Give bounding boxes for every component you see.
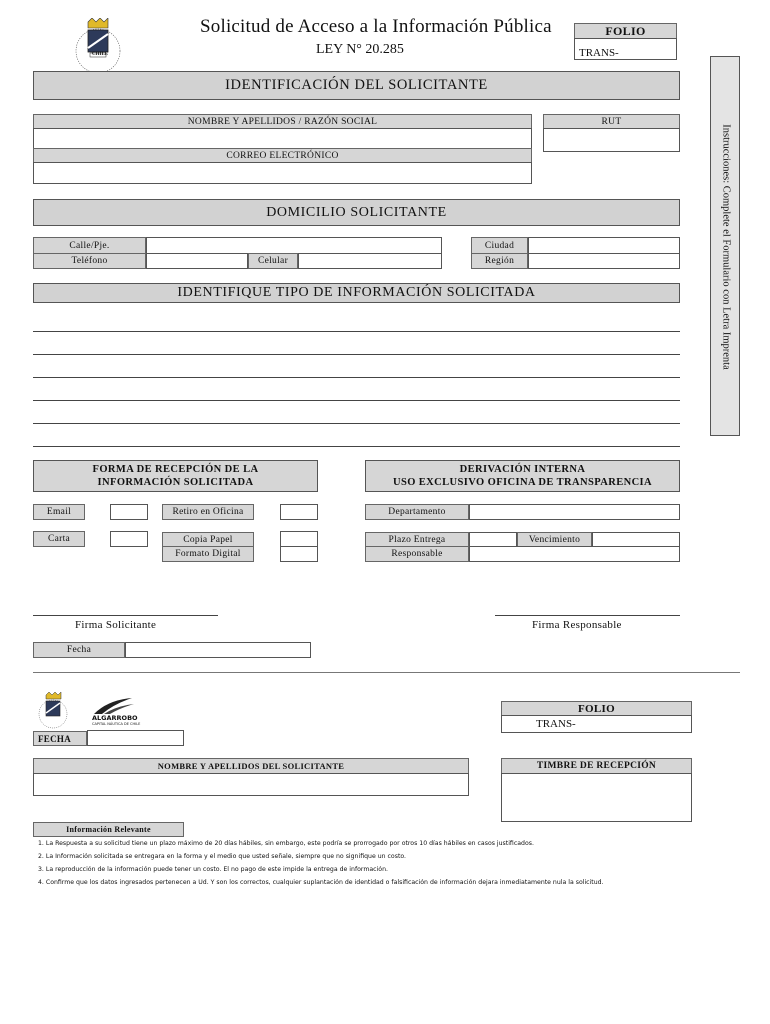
algarrobo-logo-subtitle: CAPITAL NÁUTICA DE CHILE (92, 722, 141, 726)
carta-option-label: Carta (33, 531, 85, 547)
fecha-input[interactable] (125, 642, 311, 658)
info-item-4: 4. Confirme que los datos ingresados pertenecen a Ud. Y son los correctos, cualquier suplantación de identidad o falsificación de información dejara inmediatamente nula la solicitud. (38, 879, 604, 886)
info-item-3: 3. La reproducción de la información puede tener un costo. El no pago de este impide la entrega de información. (38, 866, 388, 873)
receipt-nombre-input[interactable] (33, 773, 469, 796)
info-item-1: 1. La Respuesta a su solicitud tiene un plazo máximo de 20 días hábiles, sin embargo, este podría se prorrogado por otros 10 días hábiles en casos justificados. (38, 840, 534, 847)
correo-input[interactable] (33, 162, 532, 184)
retiro-checkbox[interactable] (280, 504, 318, 520)
email-option-label: Email (33, 504, 85, 520)
receipt-trans-prefix: TRANS- (536, 718, 576, 730)
side-instructions-panel (710, 56, 740, 436)
info-line-5[interactable] (33, 423, 680, 424)
firma-responsable-line[interactable] (495, 615, 680, 616)
forma-recepcion-title-1: FORMA DE RECEPCIÓN DE LA (92, 464, 259, 475)
forma-recepcion-header (33, 460, 318, 492)
ciudad-label: Ciudad (471, 237, 528, 254)
form-title: Solicitud de Acceso a la Información Pública (200, 16, 552, 37)
firma-solicitante-label: Firma Solicitante (75, 619, 157, 631)
ciudad-input[interactable] (528, 237, 680, 254)
firma-solicitante-line[interactable] (33, 615, 218, 616)
forma-recepcion-title-2: INFORMACIÓN SOLICITADA (97, 477, 254, 488)
section-domicilio: DOMICILIO SOLICITANTE (33, 199, 680, 226)
nombre-label: NOMBRE Y APELLIDOS / RAZÓN SOCIAL (33, 114, 532, 129)
receipt-seal (32, 692, 74, 730)
info-line-1[interactable] (33, 331, 680, 332)
telefono-input[interactable] (146, 253, 248, 269)
info-item-2: 2. La Información solicitada se entregara en la forma y el medio que usted señale, siempre que no signifique un costo. (38, 853, 407, 860)
derivacion-header (365, 460, 680, 492)
info-line-4[interactable] (33, 400, 680, 401)
correo-label: CORREO ELECTRÓNICO (33, 148, 532, 163)
derivacion-title-1: DERIVACIÓN INTERNA (459, 464, 586, 475)
carta-checkbox[interactable] (110, 531, 148, 547)
calle-input[interactable] (146, 237, 442, 254)
responsable-label: Responsable (365, 546, 469, 562)
celular-label: Celular (248, 253, 298, 269)
folio-header: FOLIO (574, 23, 677, 39)
timbre-box (501, 773, 692, 822)
vencimiento-input[interactable] (592, 532, 680, 547)
folio-field[interactable] (574, 38, 677, 60)
seal-chile-label: CHILE (92, 52, 109, 57)
formato-option-label: Formato Digital (162, 546, 254, 562)
receipt-folio-field[interactable] (501, 715, 692, 733)
section-identificacion: IDENTIFICACIÓN DEL SOLICITANTE (33, 71, 680, 100)
plazo-input[interactable] (469, 532, 517, 547)
nombre-input[interactable] (33, 128, 532, 149)
section-tipo-informacion: IDENTIFIQUE TIPO DE INFORMACIÓN SOLICITADA (33, 283, 680, 303)
receipt-separator (33, 672, 740, 673)
responsable-input[interactable] (469, 546, 680, 562)
timbre-label: TIMBRE DE RECEPCIÓN (501, 758, 692, 774)
telefono-label: Teléfono (33, 253, 146, 269)
info-relevante-title: Información Relevante (33, 822, 184, 837)
retiro-option-label: Retiro en Oficina (162, 504, 254, 520)
vencimiento-label: Vencimiento (517, 532, 592, 547)
derivacion-title-2: USO EXCLUSIVO OFICINA DE TRANSPARENCIA (392, 477, 653, 488)
algarrobo-logo-text: ALGARROBO (92, 714, 138, 722)
receipt-fecha-label: FECHA (33, 731, 87, 746)
receipt-nombre-label: NOMBRE Y APELLIDOS DEL SOLICITANTE (33, 758, 469, 774)
law-subtitle: LEY N° 20.285 (316, 42, 404, 57)
copia-checkbox[interactable] (280, 531, 318, 547)
rut-label: RUT (543, 114, 680, 129)
fecha-label: Fecha (33, 642, 125, 658)
region-input[interactable] (528, 253, 680, 269)
departamento-label: Departamento (365, 504, 469, 520)
plazo-label: Plazo Entrega (365, 532, 469, 547)
receipt-folio-header: FOLIO (501, 701, 692, 716)
receipt-fecha-input[interactable] (87, 730, 184, 746)
municipal-seal (66, 18, 130, 76)
info-line-2[interactable] (33, 354, 680, 355)
departamento-input[interactable] (469, 504, 680, 520)
copia-option-label: Copia Papel (162, 532, 254, 547)
email-checkbox[interactable] (110, 504, 148, 520)
trans-prefix: TRANS- (579, 47, 619, 59)
region-label: Región (471, 253, 528, 269)
celular-input[interactable] (298, 253, 442, 269)
info-line-3[interactable] (33, 377, 680, 378)
info-line-6[interactable] (33, 446, 680, 447)
rut-input[interactable] (543, 128, 680, 152)
firma-responsable-label: Firma Responsable (532, 619, 622, 631)
side-instructions-text: Instrucciones: Complete el Formulario con Letra Imprenta (720, 124, 732, 370)
calle-label: Calle/Pje. (33, 237, 146, 254)
formato-checkbox[interactable] (280, 546, 318, 562)
algarrobo-logo-icon (88, 696, 138, 716)
